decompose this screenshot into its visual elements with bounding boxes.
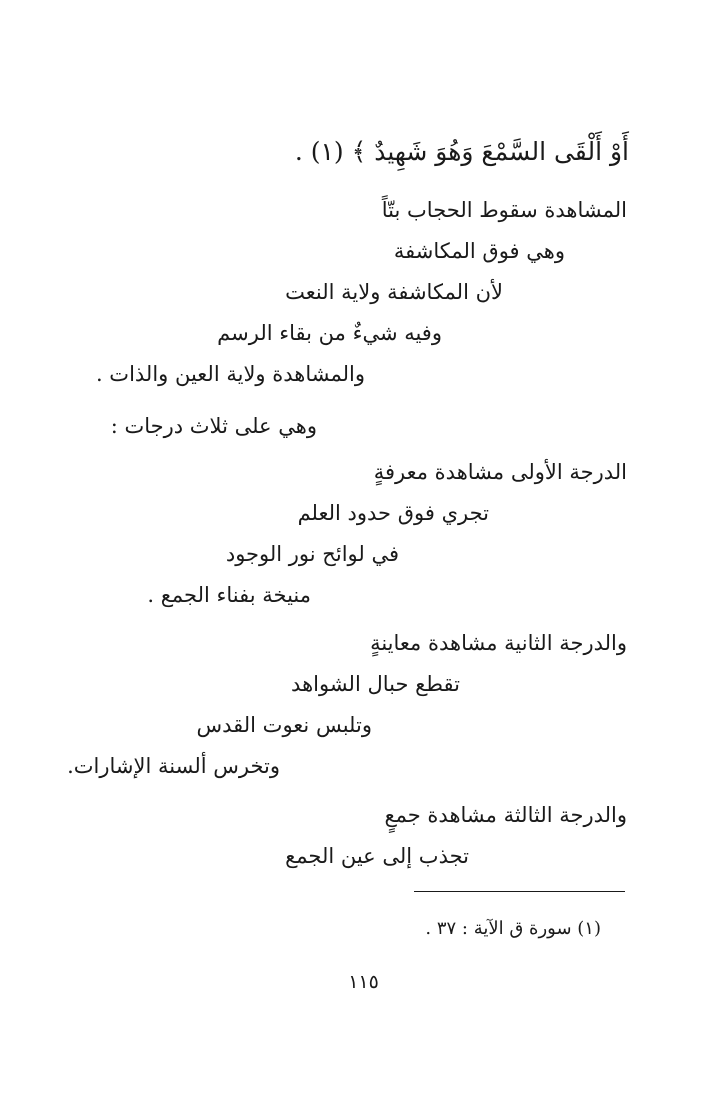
text-line: وفيه شيءٌ من بقاء الرسم [217, 321, 442, 345]
quran-verse-line: أَوْ أَلْقَى السَّمْعَ وَهُوَ شَهِيدٌ ﴾ (١) . [294, 137, 629, 166]
text-line: والدرجة الثالثة مشاهدة جمعٍ [384, 803, 627, 827]
text-line: لأن المكاشفة ولاية النعت [285, 280, 503, 304]
text-line: الدرجة الأولى مشاهدة معرفةٍ [373, 460, 627, 484]
text-line: وتلبس نعوت القدس [196, 713, 372, 737]
text-line: منيخة بفناء الجمع . [147, 583, 311, 607]
text-line: وهي فوق المكاشفة [393, 239, 565, 263]
text-line: وهي على ثلاث درجات : [110, 414, 317, 438]
text-line: تجذب إلى عين الجمع [285, 844, 469, 868]
text-line: تجري فوق حدود العلم [297, 501, 489, 525]
text-line: المشاهدة سقوط الحجاب بتّاً [381, 198, 627, 222]
text-line: والمشاهدة ولاية العين والذات . [95, 362, 365, 386]
text-line: تقطع حبال الشواهد [291, 672, 460, 696]
page-number: ١١٥ [348, 971, 379, 993]
footnote: (١) سورة ق الآية : ٣٧ . [425, 918, 601, 939]
text-line: وتخرس ألسنة الإشارات. [67, 754, 280, 778]
footnote-divider [414, 891, 625, 892]
text-line: في لوائح نور الوجود [225, 542, 399, 566]
text-line: والدرجة الثانية مشاهدة معاينةٍ [370, 631, 627, 655]
